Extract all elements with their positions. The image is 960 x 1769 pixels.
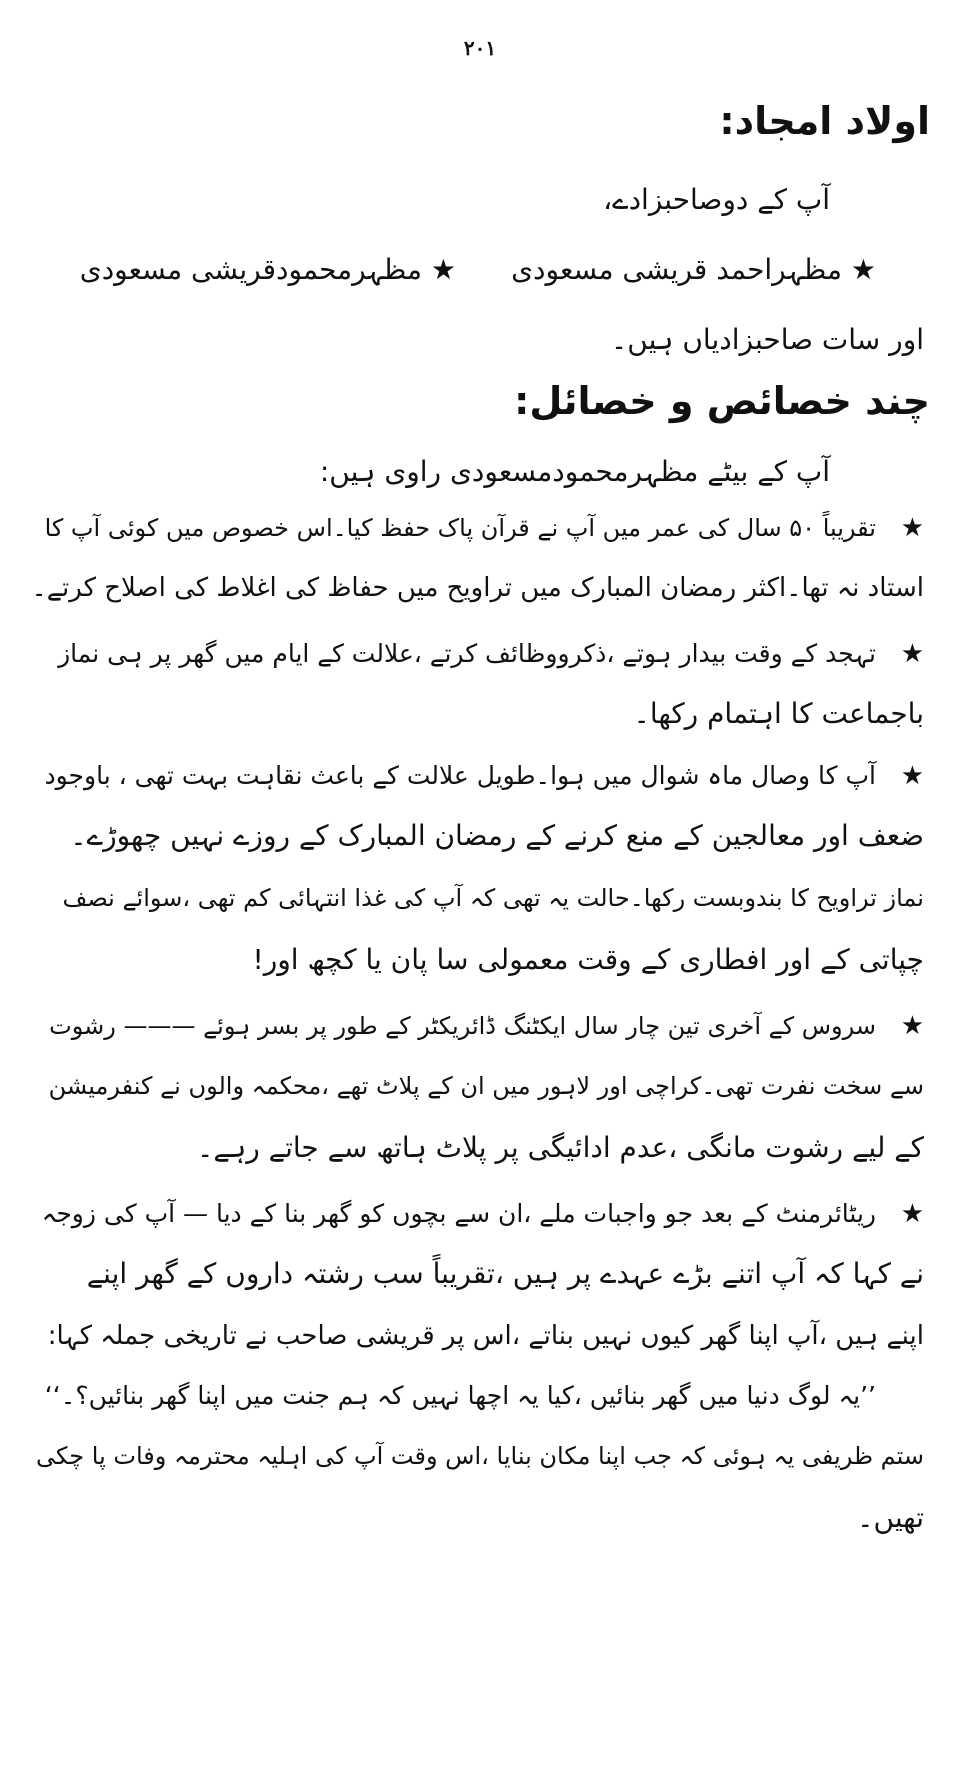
bullet-line: ریٹائرمنٹ کے بعد جو واجبات ملے ،ان سے بچوں کو گھر بنا کے دیا — آپ کی زوجہ [41,1199,876,1228]
daughters-line: اور سات صاحبزادیاں ہیں۔ [610,323,924,356]
bullet-line: نماز تراویح کا بندوبست رکھا۔حالت یہ تھی کہ آپ کی غذا انتہائی کم تھی ،سوائے نصف [62,884,924,912]
son-item: ★ مظہرمحمودقریشی مسعودی [79,253,456,286]
page-number: ۲۰۱ [463,36,497,60]
bullet-line: استاد نہ تھا۔اکثر رمضان المبارک میں تراویح میں حفاظ کی اغلاط کی اصلاح کرتے۔ [31,573,924,603]
bullet-line: سروس کے آخری تین چار سال ایکٹنگ ڈائریکٹر کے طور پر بسر ہوئے ——— رشوت [49,1012,876,1040]
star-bullet-icon: ★ [900,639,924,669]
bullet-line: چپاتی کے اور افطاری کے وقت معمولی سا پان یا کچھ اور! [252,943,924,976]
star-bullet-icon: ★ [900,1011,924,1041]
section-heading-offspring: اولاد امجاد: [719,99,930,143]
section-heading-traits: چند خصائص و خصائل: [514,379,930,423]
traits-intro: آپ کے بیٹے مظہرمحمودمسعودی راوی ہیں: [319,455,830,488]
quoted-sentence: ’’یہ لوگ دنیا میں گھر بنائیں ،کیا یہ اچھا نہیں کہ ہم جنت میں اپنا گھر بنائیں؟۔‘‘ [44,1381,876,1410]
bullet-line: اپنے ہیں ،آپ اپنا گھر کیوں نہیں بناتے ،اس پر قریشی صاحب نے تاریخی جملہ کہا: [47,1321,924,1351]
bullet-line: باجماعت کا اہتمام رکھا۔ [633,697,924,730]
sons-list [79,250,876,294]
bullet-line: تقریباً ۵۰ سال کی عمر میں آپ نے قرآن پاک حفظ کیا۔اس خصوص میں کوئی آپ کا [44,514,876,542]
star-bullet-icon: ★ [900,1199,924,1229]
bullet-line: ضعف اور معالجین کے منع کرنے کے رمضان المبارک کے روزے نہیں چھوڑے۔ [70,819,924,852]
bullet-line: نے کہا کہ آپ اتنے بڑے عہدے پر ہیں ،تقریباً سب رشتہ داروں کے گھر اپنے [86,1257,924,1290]
star-bullet-icon: ★ [900,513,924,543]
bullet-line: سے سخت نفرت تھی۔کراچی اور لاہور میں ان کے پلاٹ تھے ،محکمہ والوں نے کنفرمیشن [48,1072,924,1100]
son-item: ★ مظہراحمد قریشی مسعودی [511,253,876,286]
closing-line: ستم ظریفی یہ ہوئی کہ جب اپنا مکان بنایا ،اس وقت آپ کی اہلیہ محترمہ وفات پا چکی [36,1442,924,1470]
bullet-line: تہجد کے وقت بیدار ہوتے ،ذکرووظائف کرتے ،علالت کے ایام میں گھر پر ہی نماز [58,639,876,668]
offspring-intro: آپ کے دوصاحبزادے، [603,183,830,216]
closing-line: تھیں۔ [857,1501,924,1534]
bullet-line: کے لیے رشوت مانگی ،عدم ادائیگی پر پلاٹ ہاتھ سے جاتے رہے۔ [197,1131,924,1164]
bullet-line: آپ کا وصال ماہ شوال میں ہوا۔طویل علالت کے باعث نقاہت بہت تھی ، باوجود [44,761,876,790]
star-bullet-icon: ★ [900,761,924,791]
